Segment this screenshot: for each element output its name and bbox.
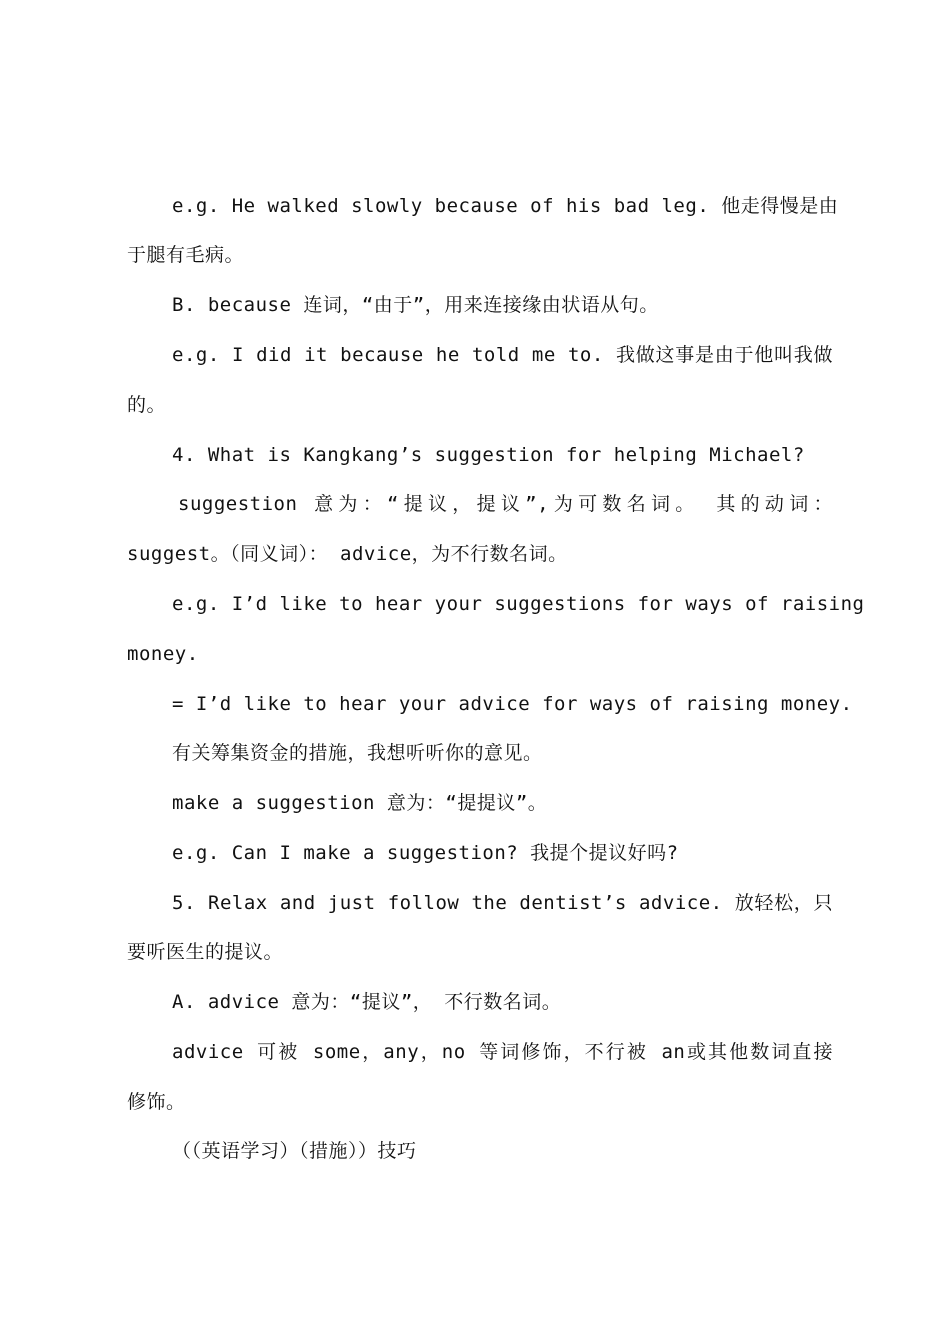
text-line: B. because 连词，“由于”，用来连接缘由状语从句。	[172, 294, 659, 316]
text-line: 修饰。	[127, 1091, 186, 1113]
text-line: e.g. Can I make a suggestion? 我提个提议好吗?	[172, 842, 679, 864]
text-line: suggest。（同义词）： advice，为不行数名词。	[127, 543, 568, 565]
text-line: 于腿有毛病。	[127, 244, 245, 266]
text-line: A. advice 意为：“提议”， 不行数名词。	[172, 991, 562, 1013]
text-line: 的。	[127, 394, 167, 416]
text-line: make a suggestion 意为：“提提议”。	[172, 792, 548, 814]
text-line: 要听医生的提议。	[127, 941, 284, 963]
text-line: 5. Relax and just follow the dentist’s advice. 放轻松，只	[172, 892, 833, 914]
text-line: （（英语学习）（措施））技巧	[172, 1140, 417, 1162]
text-line: suggestion 意为：“提议，提议”,为可数名词。 其的动词：	[178, 493, 833, 515]
text-line: 4. What is Kangkang’s suggestion for helping Michael?	[172, 444, 805, 466]
text-line: advice 可被 some，any，no 等词修饰，不行被 an或其他数词直接	[172, 1041, 833, 1063]
text-line: 有关筹集资金的措施，我想听听你的意见。	[172, 742, 543, 764]
text-line: e.g. I did it because he told me to. 我做这事是由于他叫我做	[172, 344, 833, 366]
text-line: e.g. I’d like to hear your suggestions for ways of raising	[172, 593, 865, 615]
text-line: money.	[127, 643, 199, 665]
text-line: e.g. He walked slowly because of his bad leg. 他走得慢是由	[172, 195, 839, 217]
text-line: = I’d like to hear your advice for ways of raising money.	[172, 693, 853, 715]
